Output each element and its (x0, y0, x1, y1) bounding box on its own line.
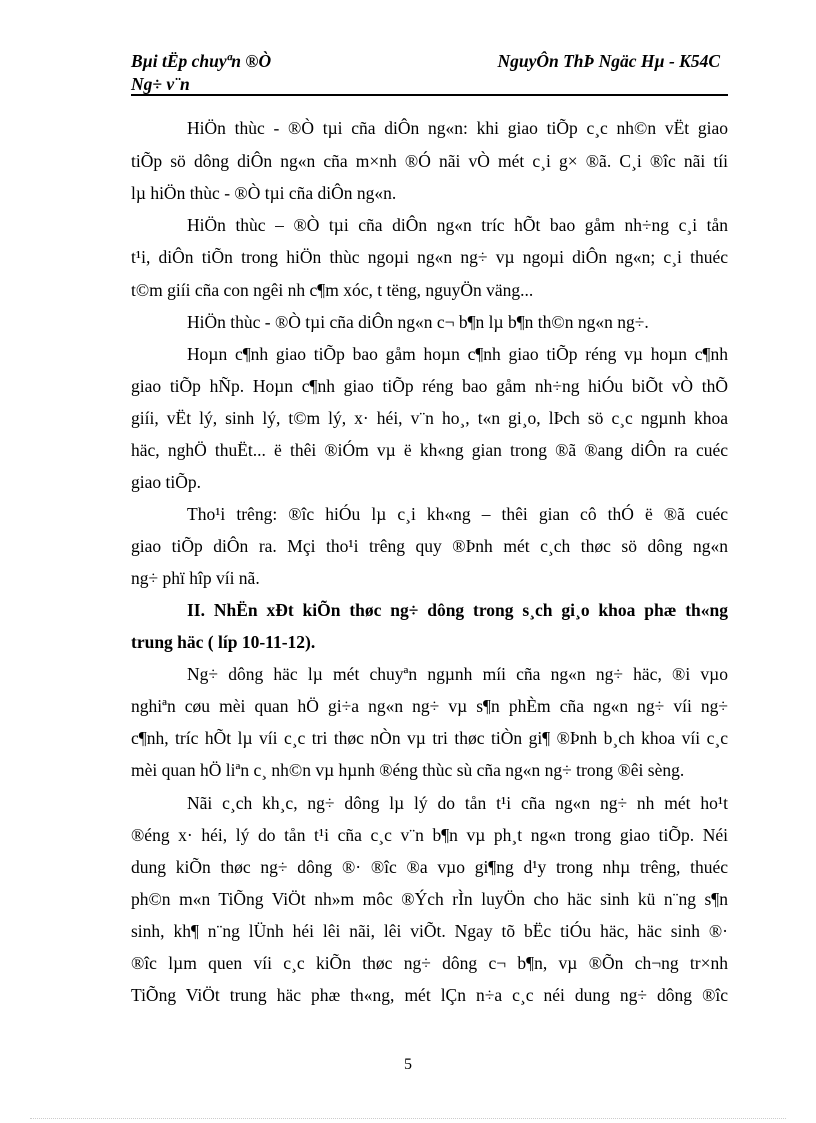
text-line: nghiªn cøu mèi quan hÖ gi÷a ng«n ng÷ vµ s¶n phÈm cña ng«n ng÷ víi ng÷ (131, 696, 728, 716)
text-line: t©m giíi cña con ngêi nh c¶m xóc, t tëng, nguyÖn väng... (131, 280, 534, 300)
text-line: ®îc lµm quen víi c¸c kiÕn thøc ng÷ dông c¬ b¶n, vµ ®Õn ch¬ng tr×nh (131, 953, 728, 973)
section-heading-line: trung häc ( líp 10-11-12). (131, 632, 316, 652)
text-line: HiÖn thùc – ®Ò tµi cña diÔn ng«n tríc hÕt bao gåm nh÷ng c¸i tån (187, 215, 728, 235)
text-line: HiÖn thùc - ®Ò tµi cña diÔn ng«n c¬ b¶n lµ b¶n th©n ng«n ng÷. (187, 312, 649, 332)
text-line: tiÕp sö dông diÔn ng«n cña m×nh ®Ó nãi vÒ mét c¸i g× ®ã. C¸i ®îc nãi tíi (131, 151, 728, 171)
text-line: ng÷ phï hîp víi nã. (131, 568, 260, 588)
header-left-line2: Ng÷ v¨n (131, 74, 190, 94)
text-line: t¹i, diÔn tiÕn trong hiÖn thùc ngoµi ng«n ng÷ vµ ngoµi diÔn ng«n; c¸i thuéc (131, 247, 728, 267)
text-line: Tho¹i trêng: ®îc hiÓu lµ c¸i kh«ng – thêi gian cô thÓ ë ®ã cuéc (187, 504, 728, 524)
text-line: c¶nh, tríc hÕt lµ víi c¸c tri thøc nÒn vµ tri thøc tiÒn gi¶ ®Þnh b¸ch khoa víi c¸c (131, 728, 728, 748)
text-line: Nãi c¸ch kh¸c, ng÷ dông lµ lý do tån t¹i cña ng«n ng÷ nh mét ho¹t (187, 793, 728, 813)
text-line: HiÖn thùc - ®Ò tµi cña diÔn ng«n: khi giao tiÕp c¸c nh©n vËt giao (187, 118, 728, 138)
text-line: Hoµn c¶nh giao tiÕp bao gåm hoµn c¶nh giao tiÕp réng vµ hoµn c¶nh (187, 344, 728, 364)
text-line: ph©n m«n TiÕng ViÖt nh»m môc ®Ých rÌn luyÖn cho häc sinh kü n¨ng s¶n (131, 889, 728, 909)
page-header (131, 50, 728, 96)
header-right: NguyÔn ThÞ Ngäc Hµ - K54C (497, 51, 720, 71)
text-line: häc, nghÖ thuËt... ë thêi ®iÓm vµ ë kh«ng gian trong ®ã ®ang diÔn ra cuéc (131, 440, 728, 460)
header-left-line1: Bµi tËp chuyªn ®Ò (131, 51, 272, 71)
section-heading-line: II. NhËn xÐt kiÕn thøc ng÷ dông trong s¸ch gi¸o khoa phæ th«ng (187, 600, 728, 620)
text-line: giao tiÕp. (131, 472, 201, 492)
text-line: giíi, vËt lý, sinh lý, t©m lý, x· héi, v¨n ho¸, t«n gi¸o, lÞch sö c¸c ngµnh khoa (131, 408, 728, 428)
page-bottom-divider (30, 1118, 786, 1119)
text-line: dung kiÕn thøc ng÷ dông ®· ®îc ®a vµo gi¶ng d¹y trong nhµ trêng, thuéc (131, 857, 728, 877)
text-line: TiÕng ViÖt trung häc phæ th«ng, mét lÇn n÷a c¸c néi dung ng÷ dông ®îc (131, 985, 728, 1005)
text-line: giao tiÕp hÑp. Hoµn c¶nh giao tiÕp réng bao gåm nh÷ng hiÓu biÕt vÒ thÕ (131, 376, 728, 396)
text-line: mèi quan hÖ liªn c¸ nh©n vµ hµnh ®éng thùc sù cña ng«n ng÷ trong ®êi sèng. (131, 760, 685, 780)
text-line: giao tiÕp diÔn ra. Mçi tho¹i trêng quy ®Þnh mét c¸ch thøc sö dông ng«n (131, 536, 728, 556)
text-line: sinh, kh¶ n¨ng lÜnh héi lêi nãi, lêi viÕt. Ngay tõ bËc tiÓu häc, häc sinh ®· (131, 921, 728, 941)
text-line: lµ hiÖn thùc - ®Ò tµi cña diÔn ng«n. (131, 183, 397, 203)
text-line: ®éng x· héi, lý do tån t¹i cña c¸c v¨n b¶n vµ ph¸t ng«n trong giao tiÕp. Néi (131, 825, 728, 845)
page-number: 5 (404, 1056, 412, 1073)
text-line: Ng÷ dông häc lµ mét chuyªn ngµnh míi cña ng«n ng÷ häc, ®i vµo (187, 664, 728, 684)
